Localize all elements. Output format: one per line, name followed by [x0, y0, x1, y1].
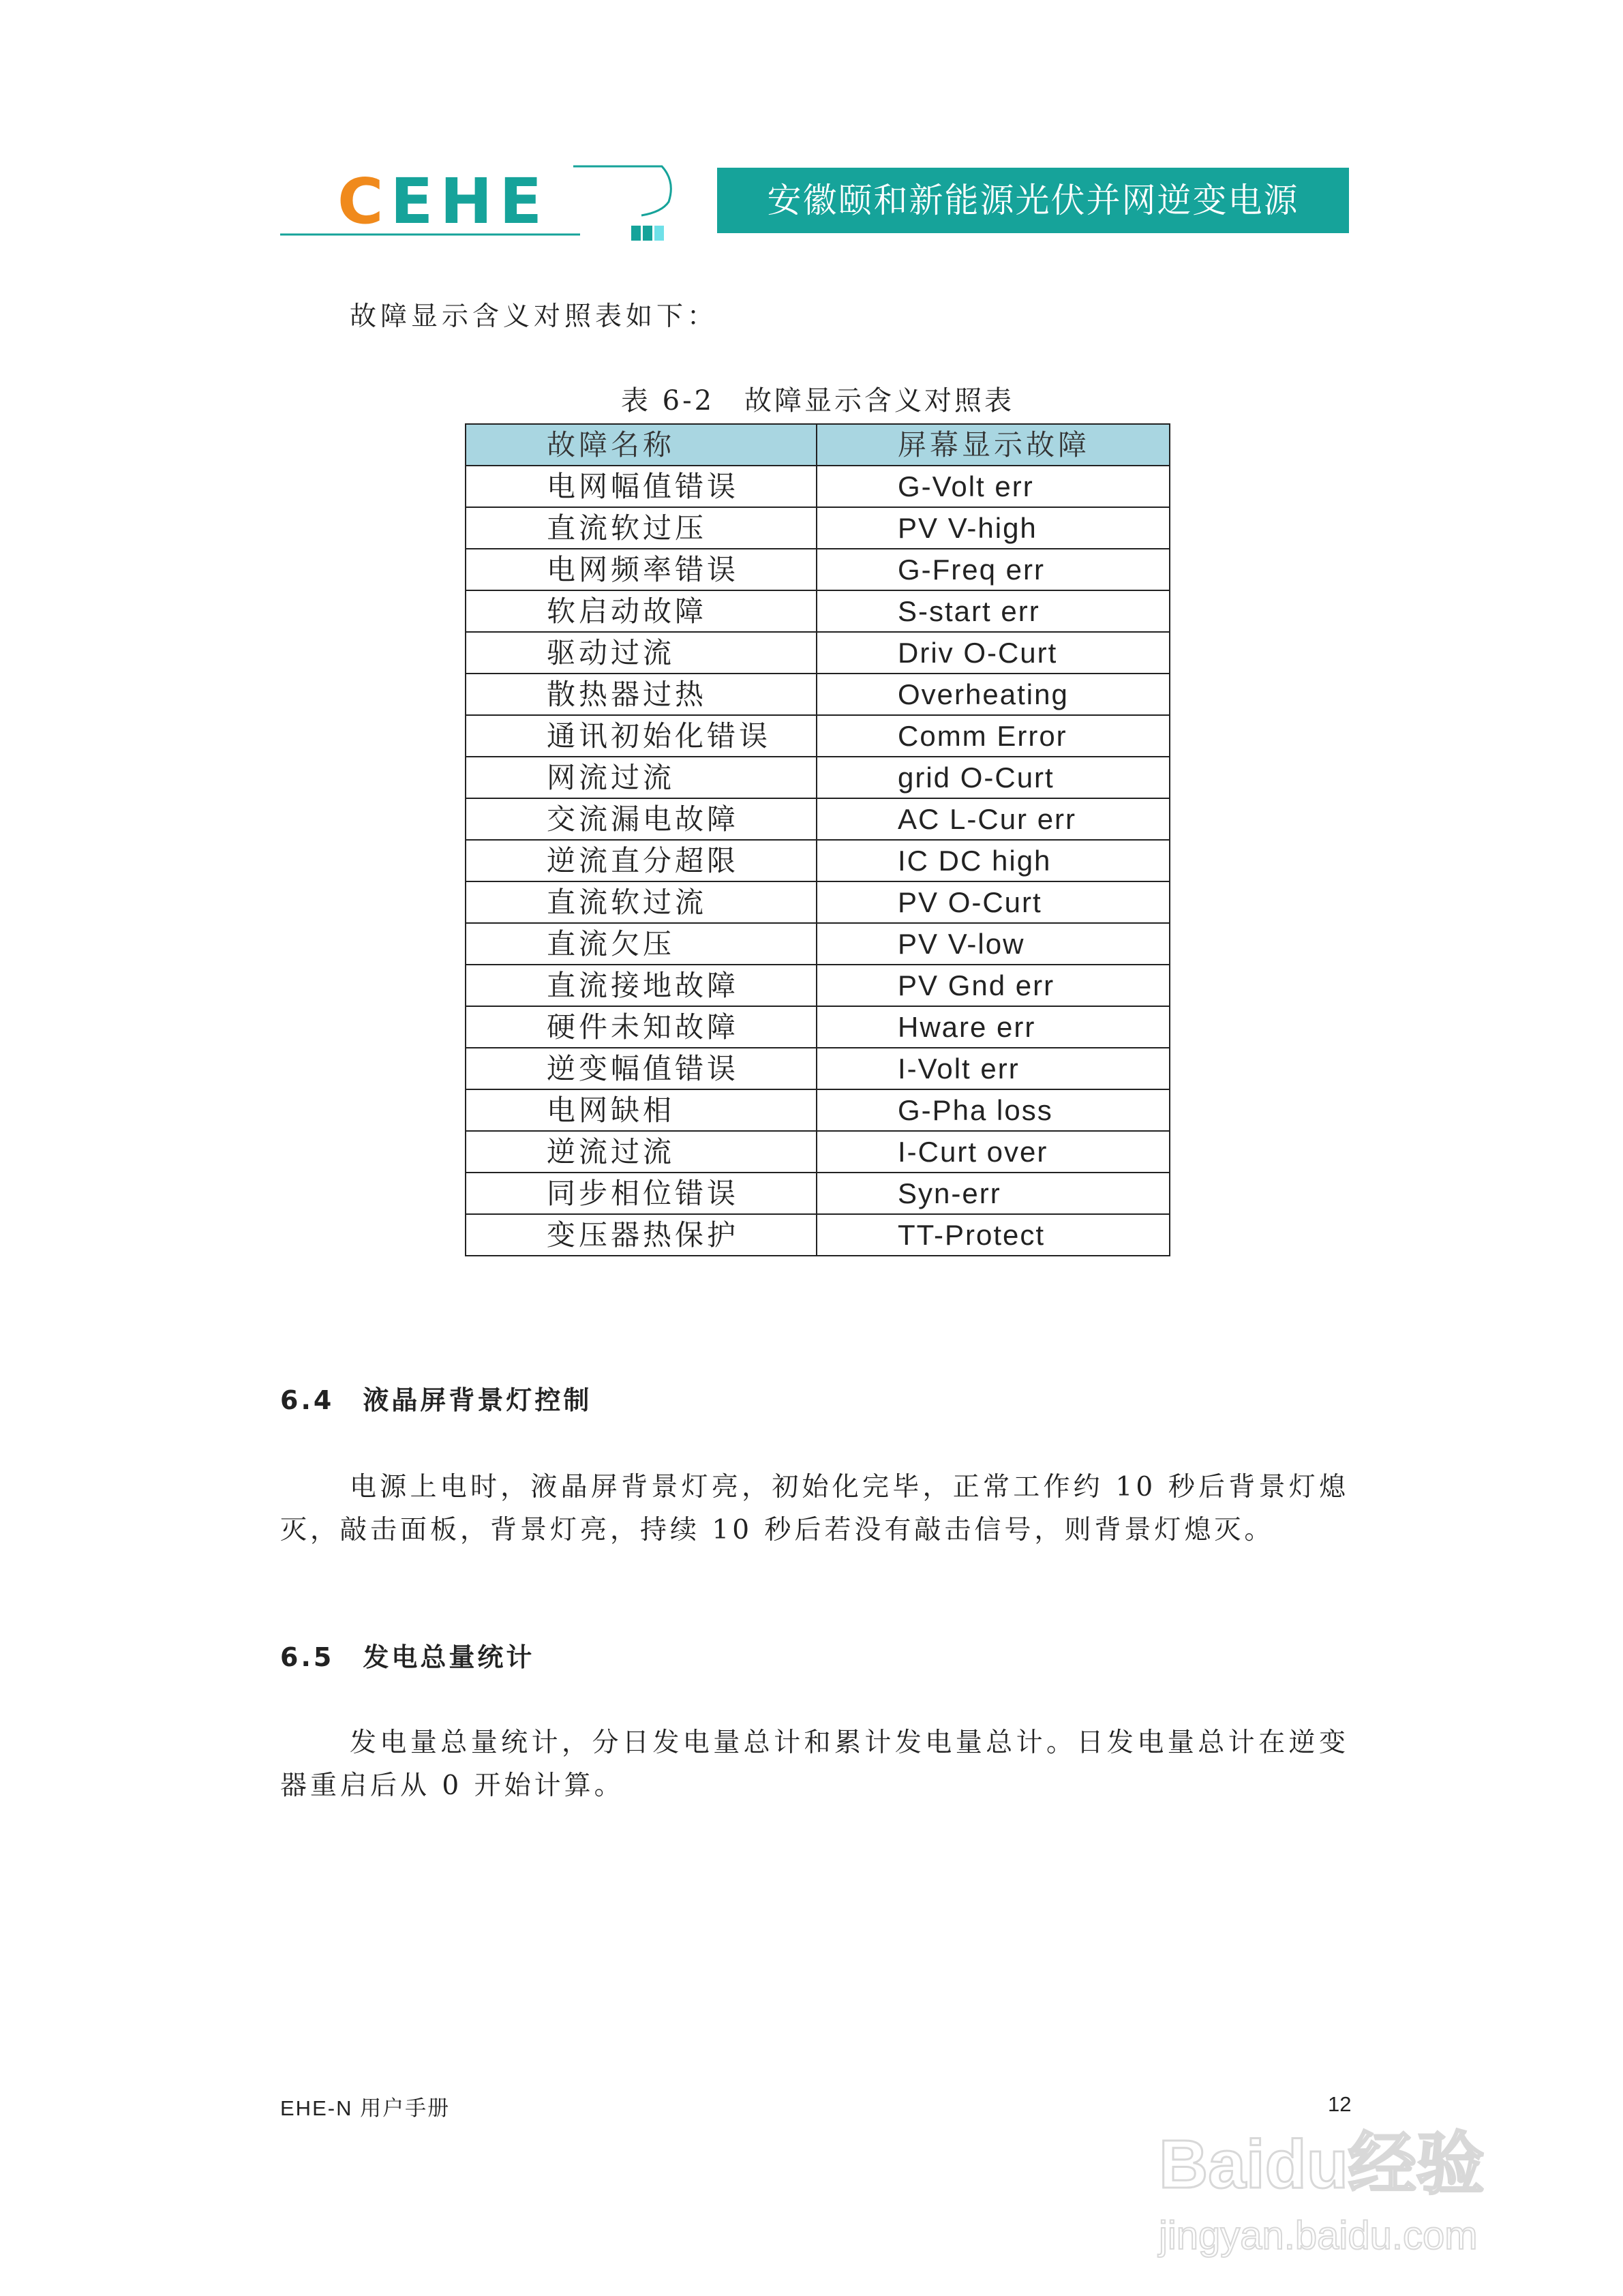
table-header-row: [466, 424, 1170, 466]
fault-name-cell: 逆变幅值错误: [466, 1048, 817, 1089]
section-6-4-heading: 6.4 液晶屏背景灯控制: [280, 1385, 592, 1415]
section-6-5-heading: 6.5 发电总量统计: [280, 1642, 535, 1672]
screen-display-cell: PV O-Curt: [817, 881, 1170, 923]
fault-name-cell: 直流软过压: [466, 507, 817, 549]
baidu-watermark: [1159, 2127, 1568, 2277]
screen-display-cell: G-Freq err: [817, 549, 1170, 590]
fault-name-cell: 硬件未知故障: [466, 1006, 817, 1048]
table-row: [466, 840, 1170, 881]
intro-text: 故障显示含义对照表如下：: [350, 301, 718, 332]
logo-text: CEHE: [337, 165, 549, 238]
table-row: [466, 1131, 1170, 1173]
fault-name-cell: 散热器过热: [466, 674, 817, 715]
table-row: [466, 549, 1170, 590]
table-row: [466, 881, 1170, 923]
header-banner: 安徽颐和新能源光伏并网逆变电源: [717, 168, 1349, 233]
table-row: [466, 1089, 1170, 1131]
screen-display-cell: TT-Protect: [817, 1214, 1170, 1256]
table-row: [466, 1048, 1170, 1089]
fault-name-cell: 交流漏电故障: [466, 798, 817, 840]
fault-name-cell: 变压器热保护: [466, 1214, 817, 1256]
table-row: [466, 466, 1170, 507]
fault-name-cell: 同步相位错误: [466, 1173, 817, 1214]
table-row: [466, 632, 1170, 674]
fault-name-cell: 直流欠压: [466, 923, 817, 965]
table-row: [466, 1006, 1170, 1048]
screen-display-cell: I-Volt err: [817, 1048, 1170, 1089]
watermark-brand: Baidu经验: [1159, 2126, 1485, 2203]
table-row: [466, 590, 1170, 632]
fault-name-cell: 逆流直分超限: [466, 840, 817, 881]
fault-name-cell: 网流过流: [466, 757, 817, 798]
table-row: [466, 674, 1170, 715]
screen-display-cell: Comm Error: [817, 715, 1170, 757]
header-screen-display: 屏幕显示故障: [817, 424, 1170, 466]
table-row: [466, 1214, 1170, 1256]
footer-manual-title: EHE-N 用户手册: [280, 2096, 451, 2120]
fault-name-cell: 直流软过流: [466, 881, 817, 923]
screen-display-cell: PV V-low: [817, 923, 1170, 965]
section-6-4-text: 电源上电时，液晶屏背景灯亮，初始化完毕，正常工作约 10 秒后背景灯熄灭，敲击面板，背景灯亮，持续 10 秒后若没有敲击信号，则背景灯熄灭。: [280, 1472, 1349, 1545]
table-row: [466, 715, 1170, 757]
fault-name-cell: 电网幅值错误: [466, 466, 817, 507]
fault-table: [465, 423, 1170, 1256]
section-6-5-text: 发电量总量统计，分日发电量总计和累计发电量总计。日发电量总计在逆变器重启后从 0 开始计算。: [280, 1727, 1349, 1801]
fault-name-cell: 驱动过流: [466, 632, 817, 674]
table-row: [466, 757, 1170, 798]
screen-display-cell: G-Volt err: [817, 466, 1170, 507]
page-number: 12: [1328, 2092, 1352, 2116]
screen-display-cell: I-Curt over: [817, 1131, 1170, 1173]
table-row: [466, 798, 1170, 840]
screen-display-cell: S-start err: [817, 590, 1170, 632]
header-fault-name: 故障名称: [466, 424, 817, 466]
table-caption: 表 6-2 故障显示含义对照表: [620, 385, 1015, 417]
screen-display-cell: PV V-high: [817, 507, 1170, 549]
fault-name-cell: 逆流过流: [466, 1131, 817, 1173]
watermark-url: jingyan.baidu.com: [1159, 2214, 1478, 2258]
table-row: [466, 1173, 1170, 1214]
screen-display-cell: Hware err: [817, 1006, 1170, 1048]
screen-display-cell: Overheating: [817, 674, 1170, 715]
screen-display-cell: G-Pha loss: [817, 1089, 1170, 1131]
fault-name-cell: 电网缺相: [466, 1089, 817, 1131]
screen-display-cell: PV Gnd err: [817, 965, 1170, 1006]
screen-display-cell: grid O-Curt: [817, 757, 1170, 798]
table-row: [466, 507, 1170, 549]
table-row: [466, 923, 1170, 965]
screen-display-cell: Syn-err: [817, 1173, 1170, 1214]
fault-name-cell: 通讯初始化错误: [466, 715, 817, 757]
screen-display-cell: IC DC high: [817, 840, 1170, 881]
fault-name-cell: 直流接地故障: [466, 965, 817, 1006]
fault-name-cell: 电网频率错误: [466, 549, 817, 590]
screen-display-cell: Driv O-Curt: [817, 632, 1170, 674]
screen-display-cell: AC L-Cur err: [817, 798, 1170, 840]
fault-name-cell: 软启动故障: [466, 590, 817, 632]
table-row: [466, 965, 1170, 1006]
